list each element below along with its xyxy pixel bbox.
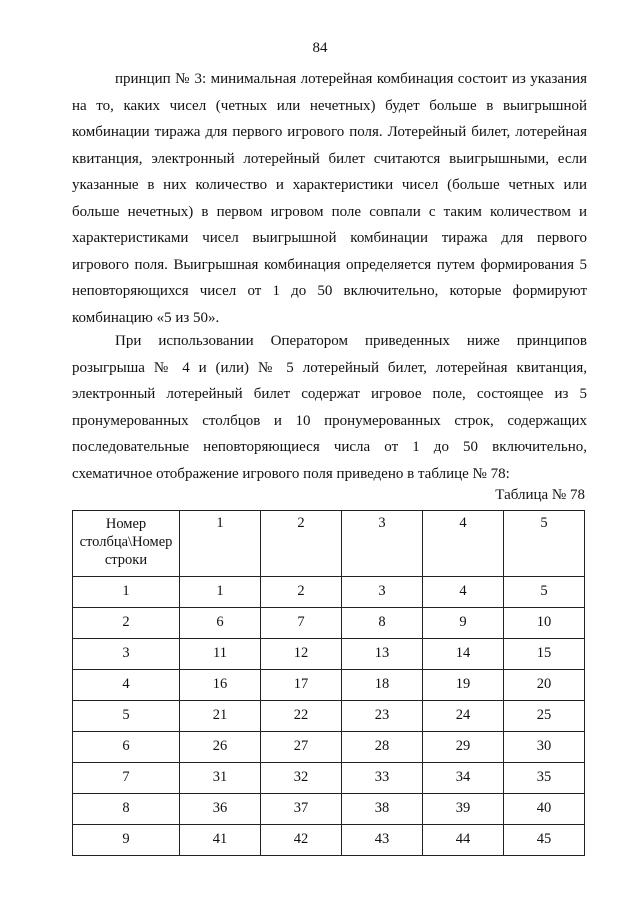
table-cell: 43 (342, 825, 423, 856)
table-cell: 14 (423, 639, 504, 670)
row-number-cell: 5 (73, 701, 180, 732)
row-number-cell: 8 (73, 794, 180, 825)
table-row (73, 608, 585, 639)
table-cell: 31 (180, 763, 261, 794)
paragraph-principle-3: принцип № 3: минимальная лотерейная комбинация состоит из указания на то, каких чисел (четных или нечетных) будет больше в выигрышной комбинации тиража для первого игрового поля. Лотерейный билет, лотерейная квитанция, электронный лотерейный билет считаются выигрышными, если указанные в них количество и характеристики чисел (больше четных или больше нечетных) в первом игровом поле совпали с таким количеством и характеристиками чисел выигрышной комбинации тиража для первого игрового поля. Выигрышная комбинация определяется путем формирования 5 неповторяющихся чисел от 1 до 50 включительно, которые формируют комбинацию «5 из 50». (72, 71, 587, 326)
table-cell: 4 (423, 577, 504, 608)
table-cell: 11 (180, 639, 261, 670)
table-cell: 16 (180, 670, 261, 701)
table-cell: 13 (342, 639, 423, 670)
table-cell: 42 (261, 825, 342, 856)
table-row (73, 732, 585, 763)
table-cell: 17 (261, 670, 342, 701)
row-number-cell: 2 (73, 608, 180, 639)
table-cell: 34 (423, 763, 504, 794)
table-cell: 19 (423, 670, 504, 701)
table-cell: 12 (261, 639, 342, 670)
table-cell: 38 (342, 794, 423, 825)
table-cell: 39 (423, 794, 504, 825)
table-cell: 30 (504, 732, 585, 763)
table-row (73, 670, 585, 701)
table-row (73, 639, 585, 670)
row-number-cell: 4 (73, 670, 180, 701)
table-cell: 23 (342, 701, 423, 732)
table-row (73, 577, 585, 608)
table-cell: 45 (504, 825, 585, 856)
table-cell: 22 (261, 701, 342, 732)
table-cell: 18 (342, 670, 423, 701)
table-cell: 36 (180, 794, 261, 825)
page-number: 84 (312, 40, 328, 56)
column-header-cell: 5 (504, 511, 585, 577)
table-cell: 29 (423, 732, 504, 763)
column-header-cell: 2 (261, 511, 342, 577)
column-header-cell: 3 (342, 511, 423, 577)
table-cell: 20 (504, 670, 585, 701)
table-cell: 3 (342, 577, 423, 608)
table-cell: 33 (342, 763, 423, 794)
table-cell: 1 (180, 577, 261, 608)
table-caption: Таблица № 78 (495, 487, 585, 503)
table-cell: 35 (504, 763, 585, 794)
table-header-row (73, 511, 585, 577)
column-header-cell: 1 (180, 511, 261, 577)
table-body (73, 577, 585, 856)
table-cell: 9 (423, 608, 504, 639)
table-row (73, 701, 585, 732)
table-cell: 32 (261, 763, 342, 794)
game-field-table (72, 510, 585, 856)
row-number-cell: 7 (73, 763, 180, 794)
row-number-cell: 1 (73, 577, 180, 608)
table-cell: 41 (180, 825, 261, 856)
table-cell: 2 (261, 577, 342, 608)
row-number-cell: 3 (73, 639, 180, 670)
table-cell: 24 (423, 701, 504, 732)
table-cell: 10 (504, 608, 585, 639)
table-row (73, 763, 585, 794)
table-cell: 21 (180, 701, 261, 732)
table-cell: 7 (261, 608, 342, 639)
row-number-cell: 6 (73, 732, 180, 763)
row-number-cell: 9 (73, 825, 180, 856)
table-cell: 27 (261, 732, 342, 763)
column-header-cell: 4 (423, 511, 504, 577)
paragraph-game-field-description: При использовании Оператором приведенных ниже принципов розыгрыша № 4 и (или) № 5 лотерейный билет, лотерейная квитанция, электронный лотерейный билет содержат игровое поле, состоящее из 5 пронумерованных столбцов и 10 пронумерованных строк, содержащих последовательные неповторяющиеся числа от 1 до 50 включительно, схематичное отображение игрового поля приведено в таблице № 78: (72, 333, 587, 482)
table-cell: 25 (504, 701, 585, 732)
table-row (73, 825, 585, 856)
table-cell: 40 (504, 794, 585, 825)
table-row (73, 794, 585, 825)
corner-header-cell: Номер столбца\Номер строки (73, 511, 180, 577)
table-cell: 44 (423, 825, 504, 856)
table-cell: 28 (342, 732, 423, 763)
table-cell: 5 (504, 577, 585, 608)
table-cell: 37 (261, 794, 342, 825)
table-cell: 26 (180, 732, 261, 763)
table-cell: 8 (342, 608, 423, 639)
table-cell: 6 (180, 608, 261, 639)
table-cell: 15 (504, 639, 585, 670)
